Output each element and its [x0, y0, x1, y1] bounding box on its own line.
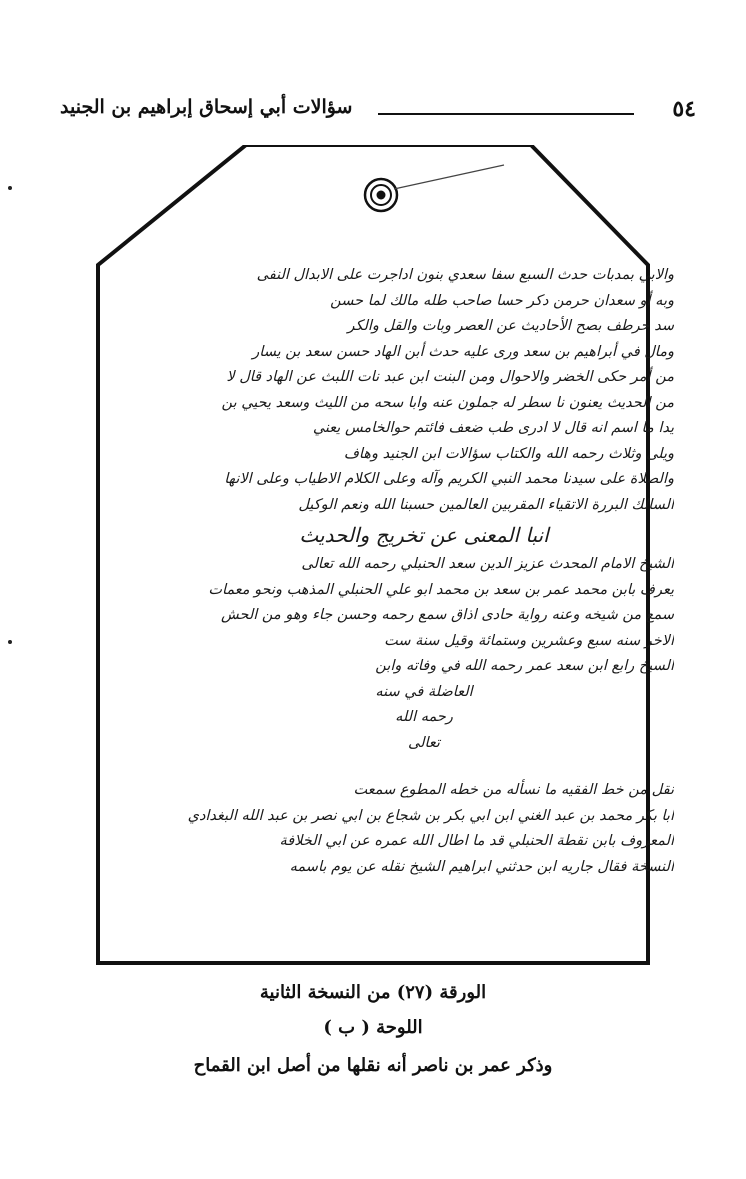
manuscript-line: الاخر سنه سبع وعشرين وستمائة وقيل سنة ست	[384, 632, 674, 649]
manuscript-text	[174, 263, 674, 880]
manuscript-line: والصلاة على سيدنا محمد النبي الكريم وآله وعلى الكلام الاطياب وعلى الانها	[224, 471, 674, 487]
manuscript-line: العاضلة في سنه	[375, 683, 473, 700]
manuscript-line: يعرف بابن محمد عمر بن سعد بن محمد ابو علي الحنبلي المذهب ونحو معمات	[208, 581, 674, 598]
manuscript-line: ومال في أبراهيم بن سعد ورى عليه حدث أبن الهاد حسن سعد بن يسار	[252, 343, 674, 360]
plate-caption: اللوحة ( ب )	[323, 1017, 423, 1038]
manuscript-line: يدا ما اسم انه قال لا ادرى طب ضعف فائتم حوالخامس يعني	[312, 420, 674, 436]
manuscript-image	[96, 145, 746, 975]
manuscript-line: نقل من خط الفقيه ما نسأله من خطه المطوع سمعت	[353, 782, 674, 798]
manuscript-line: من الحديث يعنون نا سطر له جملون عنه وابا سحه من الليث وسعد يحيي بن	[221, 394, 674, 411]
manuscript-line: رحمه الله	[395, 709, 453, 725]
manuscript-line: ابا بكر محمد بن عبد الغني ابن ابي بكر بن شجاع بن ابي نصر بن عبد الله البغدادي	[187, 807, 674, 824]
margin-dot	[8, 640, 12, 644]
manuscript-line: ويلى وثلاث رحمه الله والكتاب سؤالات ابن الجنيد وهاف	[343, 445, 674, 462]
manuscript-line: النسخة فقال جاريه ابن حدثني ابراهيم الشيخ نقله عن يوم باسمه	[289, 858, 674, 875]
margin-dot	[8, 186, 12, 190]
leaf-caption: الورقة (٢٧) من النسخة الثانية	[259, 982, 487, 1003]
source-note: وذكر عمر بن ناصر أنه نقلها من أصل ابن القماح	[193, 1055, 553, 1076]
manuscript-line: وبه أو سعدان حرمن دكر حسا صاحب طله مالك لما حسن	[330, 292, 674, 309]
page-number: ٥٤	[672, 96, 696, 122]
running-title: سؤالات أبي إسحاق إبراهيم بن الجنيد	[60, 96, 353, 118]
manuscript-line: والابي بمدبات حدث السبع سفا سعدي بنون اداجرت على الابدال النفى	[256, 267, 674, 283]
manuscript-line: سد حرطف بصح الأحاديث عن العصر وبات والقل والكر	[347, 318, 674, 334]
manuscript-line: الشيخ الامام المحدث عزيز الدين سعد الحنبلي رحمه الله تعالى	[301, 556, 674, 572]
manuscript-line: المعروف بابن نقطة الحنبلي قد ما اطال الله عمره عن ابي الخلافة	[279, 833, 674, 849]
header-rule	[378, 113, 634, 115]
manuscript-line: السيخ رابع ابن سعد عمر رحمه الله في وفاته وابن	[375, 658, 674, 674]
manuscript-heading: انبا المعنى عن تخريج والحديث	[299, 523, 549, 547]
manuscript-line: السالك البررة الاتقياء المقربين العالمين حسبنا الله ونعم الوكيل	[298, 496, 674, 513]
page-header	[60, 96, 696, 132]
manuscript-line: سمع من شيخه وعنه رواية حادى اذاق سمع رحمه وحسن جاء وهو من الحش	[221, 607, 674, 623]
manuscript-line: من أمر حكى الخضر والاحوال ومن البنت ابن عبد نات اللبث عن الهاد قال لا	[226, 369, 674, 385]
manuscript-line: تعالى	[408, 734, 440, 751]
